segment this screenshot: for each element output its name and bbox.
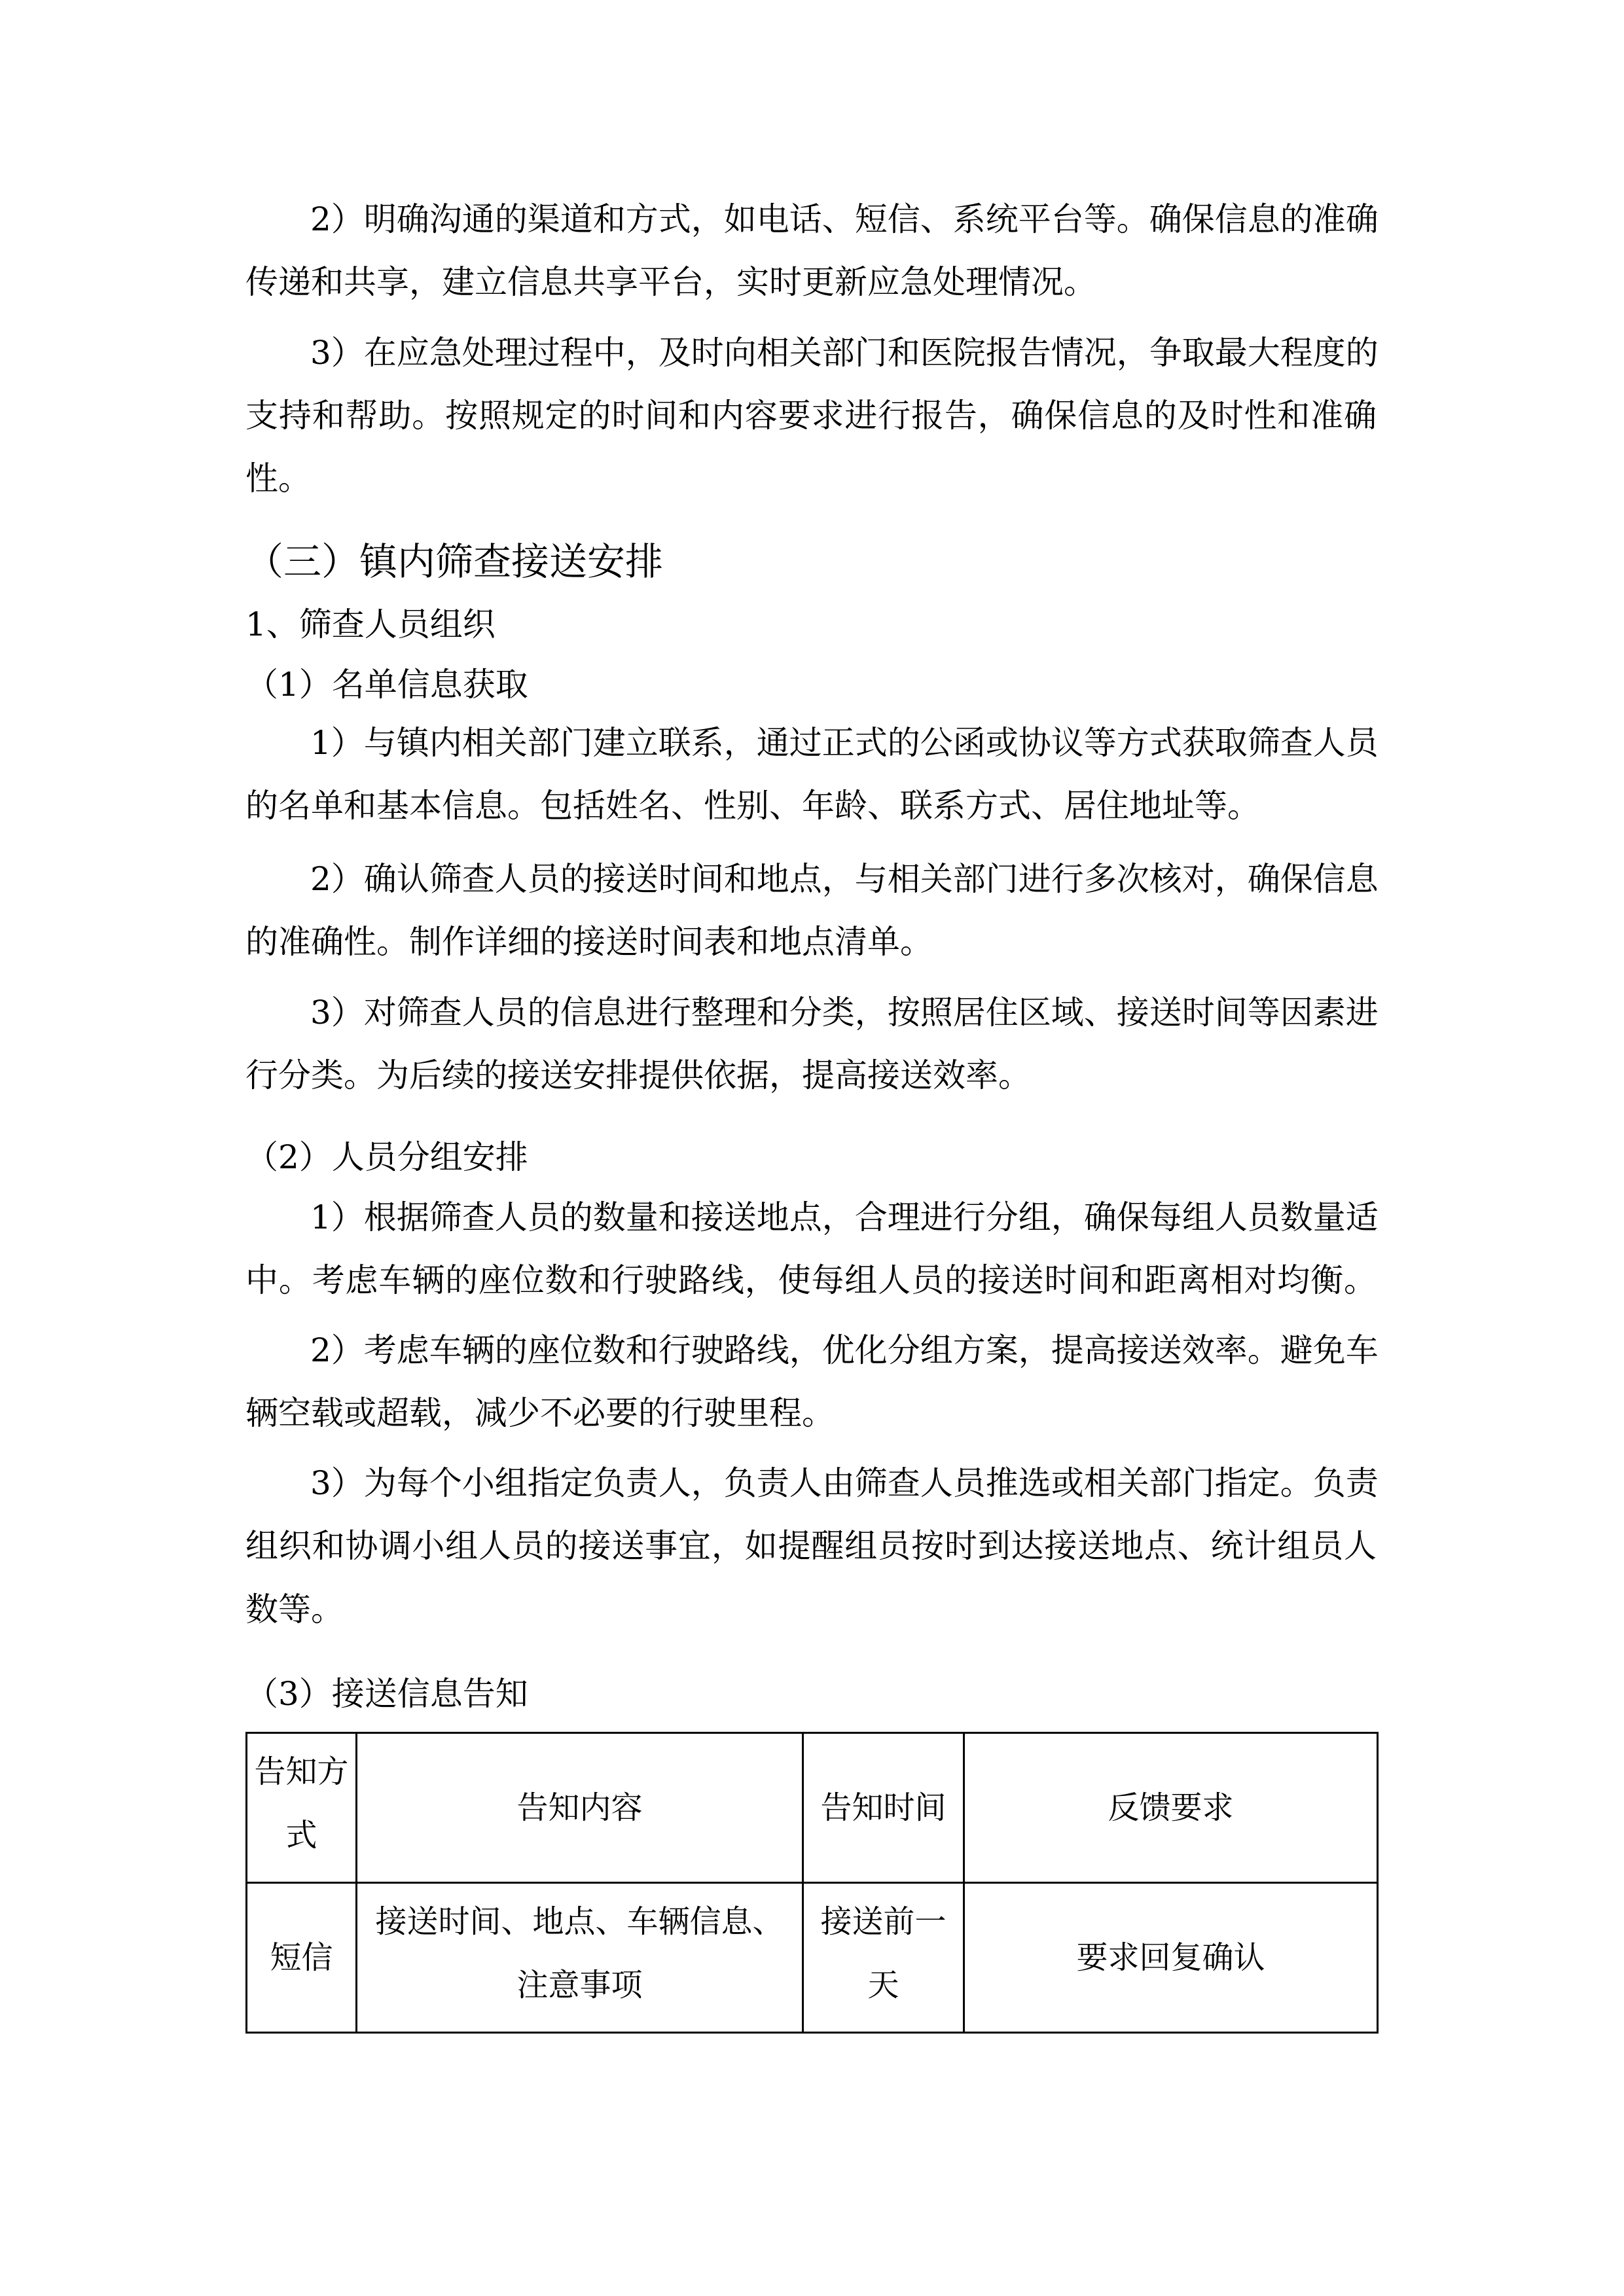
paragraph-line: 1）与镇内相关部门建立联系，通过正式的公函或协议等方式获取筛查人员 [310, 724, 1379, 762]
paragraph-line: 2）确认筛查人员的接送时间和地点，与相关部门进行多次核对，确保信息 [310, 860, 1379, 898]
paragraph-line: 2）考虑车辆的座位数和行驶路线，优化分组方案，提高接送效率。避免车 [310, 1331, 1379, 1369]
paragraph-line: 中。考虑车辆的座位数和行驶路线，使每组人员的接送时间和距离相对均衡。 [245, 1261, 1377, 1299]
table-cell: 接送时间、地点、车辆信息、注意事项 [357, 1883, 803, 2033]
paragraph-line: 组织和协调小组人员的接送事宜，如提醒组员按时到达接送地点、统计组员人 [245, 1527, 1377, 1565]
paragraph-line: 3）在应急处理过程中，及时向相关部门和医院报告情况，争取最大程度的 [310, 334, 1379, 372]
table-cell: 接送前一天 [803, 1883, 964, 2033]
paragraph-line: 支持和帮助。按照规定的时间和内容要求进行报告，确保信息的及时性和准确 [245, 397, 1377, 435]
paragraph-line: 3）为每个小组指定负责人，负责人由筛查人员推选或相关部门指定。负责 [310, 1464, 1379, 1502]
table-header-row [247, 1733, 1378, 1883]
paragraph-line: 3）对筛查人员的信息进行整理和分类，按照居住区域、接送时间等因素进 [310, 994, 1379, 1031]
table-row [247, 1883, 1378, 2033]
header-cell: 反馈要求 [964, 1733, 1378, 1883]
paragraph-line: 传递和共享，建立信息共享平台，实时更新应急处理情况。 [245, 263, 1096, 301]
subsection-title: （1）名单信息获取 [245, 666, 528, 704]
header-cell: 告知方式 [247, 1733, 357, 1883]
subheading: 1、筛查人员组织 [245, 605, 496, 643]
paragraph-line: 数等。 [245, 1590, 344, 1628]
paragraph-line: 2）明确沟通的渠道和方式，如电话、短信、系统平台等。确保信息的准确 [310, 200, 1379, 238]
section-heading: （三）镇内筛查接送安排 [245, 539, 664, 584]
subsection-title: （2）人员分组安排 [245, 1138, 528, 1176]
paragraph-line: 性。 [245, 459, 311, 497]
table-cell: 要求回复确认 [964, 1883, 1378, 2033]
subsection-title: （3）接送信息告知 [245, 1675, 528, 1713]
table-cell: 短信 [247, 1883, 357, 2033]
paragraph-line: 行分类。为后续的接送安排提供依据，提高接送效率。 [245, 1056, 1031, 1094]
header-cell: 告知内容 [357, 1733, 803, 1883]
paragraph-line: 1）根据筛查人员的数量和接送地点，合理进行分组，确保每组人员数量适 [310, 1198, 1379, 1236]
paragraph-line: 的名单和基本信息。包括姓名、性别、年龄、联系方式、居住地址等。 [245, 787, 1260, 825]
header-cell: 告知时间 [803, 1733, 964, 1883]
notification-table [245, 1732, 1379, 2034]
paragraph-line: 辆空载或超载，减少不必要的行驶里程。 [245, 1394, 835, 1432]
paragraph-line: 的准确性。制作详细的接送时间表和地点清单。 [245, 923, 933, 961]
